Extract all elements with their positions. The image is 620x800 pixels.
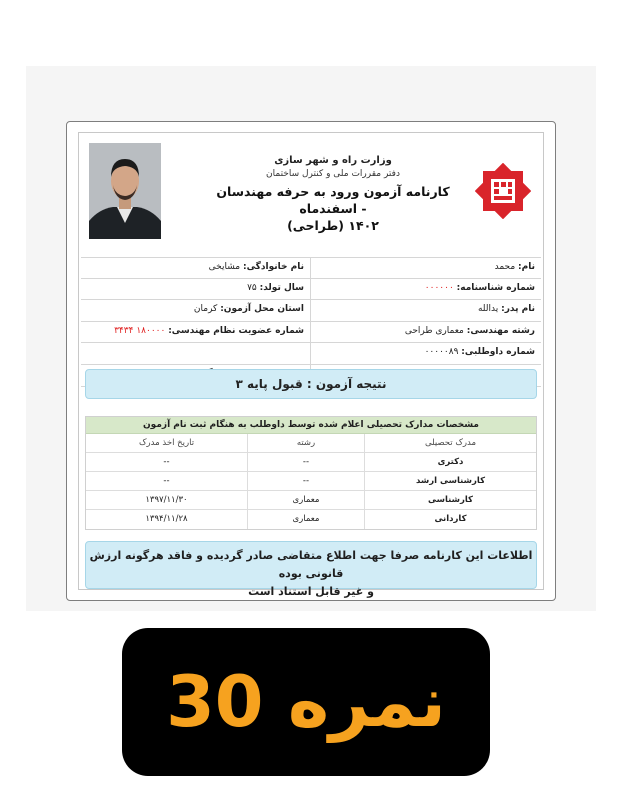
info-row xyxy=(81,322,541,344)
province-cell xyxy=(81,300,311,321)
last-name-label: نام خانوادگی: xyxy=(242,262,304,272)
candidate-photo xyxy=(89,143,161,239)
report-frame xyxy=(78,132,544,598)
score-banner xyxy=(122,628,490,776)
table-row xyxy=(86,453,536,472)
table-row xyxy=(86,491,536,510)
date-cell: ۱۳۹۴/۱۱/۲۸ xyxy=(86,510,248,529)
father-name-label: نام پدر: xyxy=(501,304,535,315)
major-cell: -- xyxy=(248,472,365,490)
report-titles xyxy=(213,155,453,234)
date-cell: ۱۳۹۷/۱۱/۳۰ xyxy=(86,491,248,509)
legal-notice-line1: اطلاعات این کارنامه صرفا جهت اطلاع متقاضی صادر گردیده و فاقد هرگونه ارزش قانونی بوده xyxy=(89,549,533,580)
birth-year-cell xyxy=(81,279,311,300)
field-label: رشته مهندسی: xyxy=(466,325,535,336)
birth-year-label: سال تولد: xyxy=(259,282,304,293)
candidate-number-cell xyxy=(311,343,541,364)
report-header xyxy=(79,133,543,253)
degree-cell: کاردانی xyxy=(434,514,467,524)
empty-cell xyxy=(81,343,311,364)
first-name-label: نام: xyxy=(518,262,535,272)
father-name-value: یدالله xyxy=(477,304,499,315)
candidate-info-table xyxy=(81,257,541,387)
exam-result-banner: نتیجه آزمون : قبول پایه ۳ xyxy=(85,369,537,399)
national-id-label: شماره شناسنامه: xyxy=(456,282,535,293)
first-name-cell xyxy=(311,258,541,278)
field-cell xyxy=(311,322,541,343)
info-row xyxy=(81,300,541,322)
ministry-name: وزارت راه و شهر سازی xyxy=(274,155,392,166)
first-name-value: محمد xyxy=(494,262,516,272)
field-value: معماری طراحی xyxy=(404,325,464,336)
father-name-cell xyxy=(311,300,541,321)
province-value: کرمان xyxy=(193,304,218,315)
major-header: رشته xyxy=(248,434,365,452)
major-cell: معماری xyxy=(248,510,365,529)
date-cell: -- xyxy=(86,453,248,471)
info-row xyxy=(81,257,541,279)
education-header-row xyxy=(86,434,536,453)
national-id-value: ۰۰۰۰۰۰ xyxy=(424,282,454,293)
document-sheet xyxy=(26,66,596,611)
report-title-line2: ۱۴۰۲ (طراحی) xyxy=(287,218,379,233)
degree-cell: دکتری xyxy=(437,457,464,467)
education-table xyxy=(85,416,537,530)
membership-value: ۱۸۰۰۰۰ ۳۴۳۴ xyxy=(114,325,166,336)
birth-year-value: ۷۵ xyxy=(247,282,257,293)
major-cell: -- xyxy=(248,453,365,471)
province-label: استان محل آزمون: xyxy=(220,304,304,315)
education-table-title: مشخصات مدارک تحصیلی اعلام شده توسط داوطلب به هنگام ثبت نام آزمون xyxy=(86,417,536,434)
ministry-logo-icon xyxy=(475,163,531,219)
report-title xyxy=(213,183,453,234)
info-row xyxy=(81,279,541,301)
score-report-card xyxy=(66,121,556,601)
office-name: دفتر مقررات ملی و کنترل ساختمان xyxy=(266,169,400,179)
table-row xyxy=(86,510,536,529)
info-row xyxy=(81,343,541,365)
score-banner-text: نمره 30 xyxy=(166,661,446,743)
legal-notice xyxy=(85,541,537,598)
date-cell: -- xyxy=(86,472,248,490)
degree-header: مدرک تحصیلی xyxy=(424,438,477,448)
national-id-cell xyxy=(311,279,541,300)
membership-label: شماره عضویت نظام مهندسی: xyxy=(168,325,304,336)
major-cell: معماری xyxy=(248,491,365,509)
membership-cell xyxy=(81,322,311,343)
table-row xyxy=(86,472,536,491)
last-name-value: مشایخی xyxy=(208,262,241,272)
date-header: تاریخ اخذ مدرک xyxy=(86,434,248,452)
degree-cell: کارشناسی ارشد xyxy=(415,476,486,486)
degree-cell: کارشناسی xyxy=(427,495,473,505)
candidate-number-value: ۰۰۰۰۰۸۹ xyxy=(424,347,459,358)
report-title-line1: کارنامه آزمون ورود به حرفه مهندسان - اسفندماه xyxy=(216,184,450,216)
candidate-number-label: شماره داوطلبی: xyxy=(461,347,535,358)
legal-notice-line2: و غیر قابل استناد است xyxy=(248,585,374,598)
last-name-cell xyxy=(81,258,311,278)
